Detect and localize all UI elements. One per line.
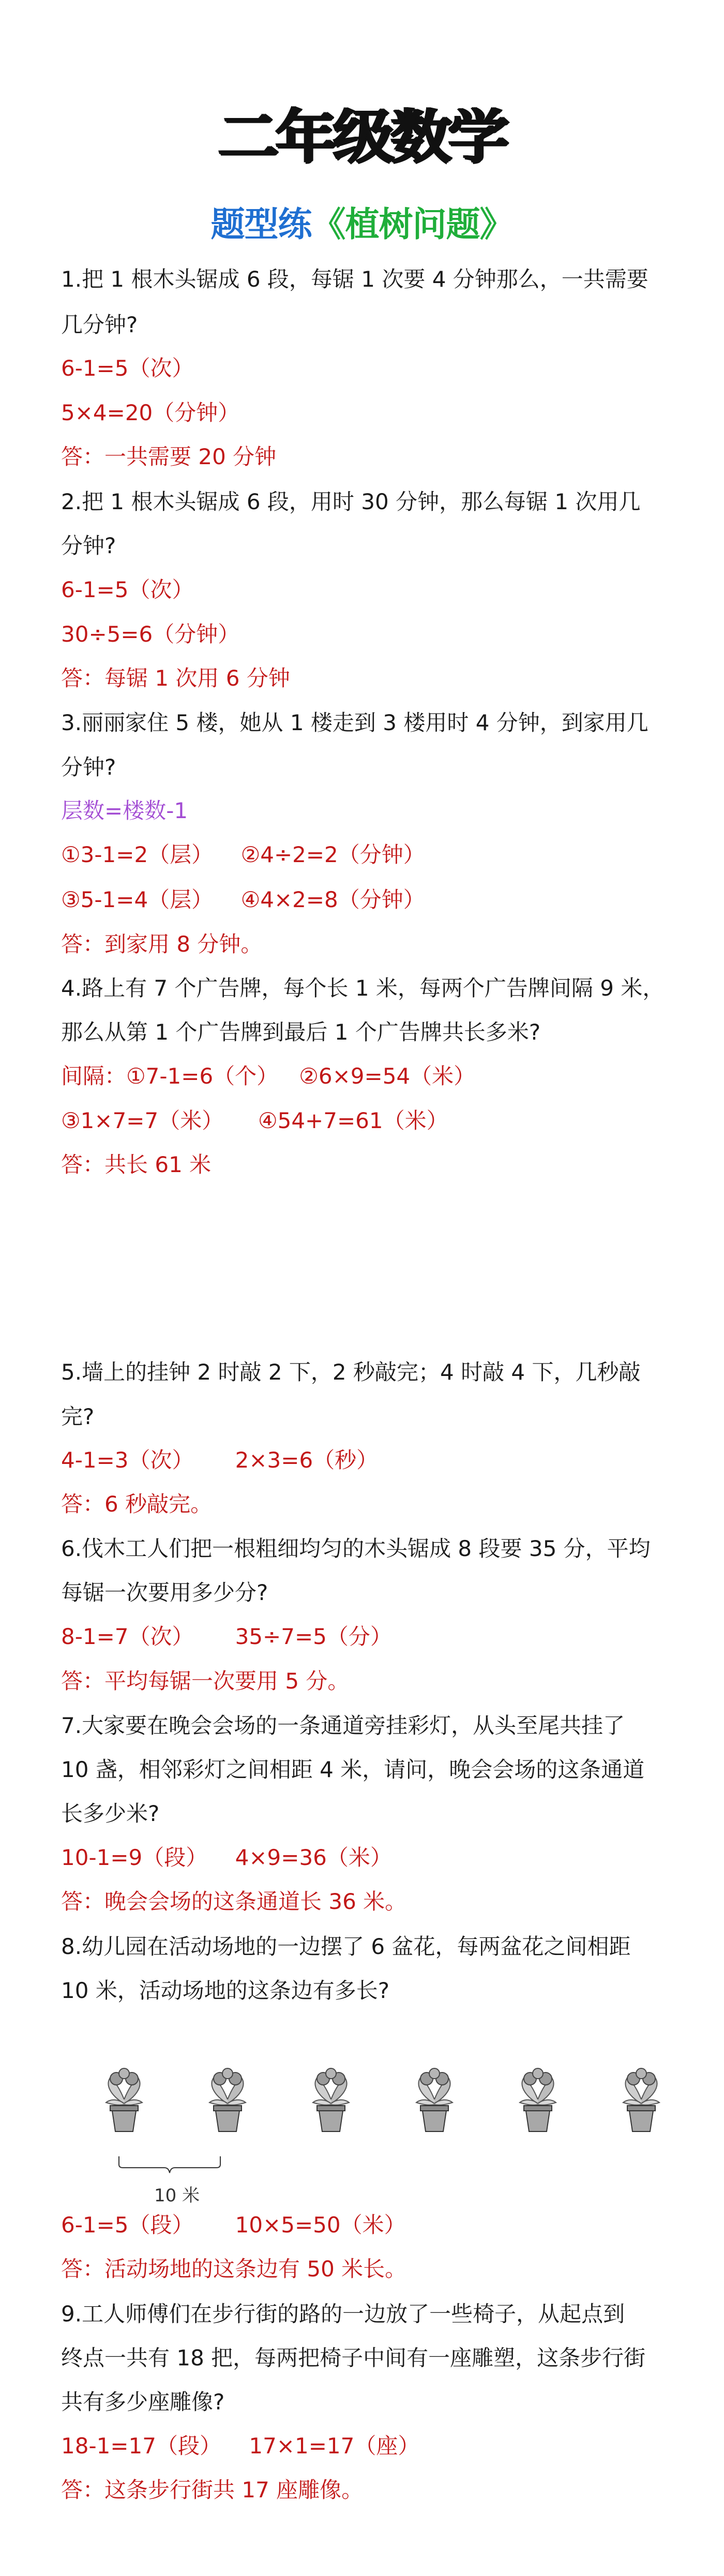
flower-pot-icon — [96, 2067, 153, 2135]
q8-line-1: 8.幼儿园在活动场地的一边摆了 6 盆花，每两盆花之间相距 — [61, 1934, 631, 1959]
q9-answer-step: 18-1=17（段） 17×1=17（座） — [61, 2433, 420, 2459]
q8-line-2: 10 米，活动场地的这条边有多长? — [61, 1978, 390, 2003]
q2-answer-step-2: 30÷5=6（分钟） — [61, 621, 240, 647]
q4-line-1: 4.路上有 7 个广告牌，每个长 1 米，每两个广告牌间隔 9 米， — [61, 975, 665, 1001]
q8-answer: 答：活动场地的这条边有 50 米长。 — [61, 2256, 407, 2282]
q3-line-1: 3.丽丽家住 5 楼，她从 1 楼走到 3 楼用时 4 分钟，到家用几 — [61, 710, 648, 735]
q6-line-2: 每锯一次要用多少分? — [61, 1580, 268, 1605]
flower-pot-icon — [406, 2067, 463, 2135]
q4-answer-step-1: 间隔：①7-1=6（个） ②6×9=54（米） — [61, 1063, 476, 1089]
distance-label: 10 米 — [154, 2185, 200, 2206]
q5-answer: 答：6 秒敲完。 — [61, 1491, 213, 1517]
distance-brace — [118, 2155, 221, 2176]
q5-answer-step: 4-1=3（次） 2×3=6（秒） — [61, 1447, 379, 1473]
q9-line-2: 终点一共有 18 把，每两把椅子中间有一座雕塑，这条步行街 — [61, 2345, 646, 2371]
q7-line-2: 10 盏，相邻彩灯之间相距 4 米，请问，晚会会场的这条通道 — [61, 1757, 645, 1782]
q8-answer-step: 6-1=5（段） 10×5=50（米） — [61, 2212, 406, 2238]
q3-answer-step-1: ①3-1=2（层） ②4÷2=2（分钟） — [61, 842, 425, 867]
q4-answer-step-2: ③1×7=7（米） ④54+7=61（米） — [61, 1108, 448, 1133]
flower-pot-icon — [199, 2067, 256, 2135]
q3-answer: 答：到家用 8 分钟。 — [61, 931, 263, 957]
q3-formula: 层数=楼数-1 — [61, 798, 188, 823]
q2-line-1: 2.把 1 根木头锯成 6 段，用时 30 分钟，那么每锯 1 次用几 — [61, 489, 641, 514]
q1-answer-step-2: 5×4=20（分钟） — [61, 400, 240, 425]
subtitle-prefix: 题型练 — [210, 204, 312, 244]
flower-pot-icon — [303, 2067, 359, 2135]
q4-line-2: 那么从第 1 个广告牌到最后 1 个广告牌共长多米? — [61, 1019, 541, 1045]
q6-line-1: 6.伐木工人们把一根粗细均匀的木头锯成 8 段要 35 分，平均 — [61, 1536, 651, 1561]
q1-answer-step-1: 6-1=5（次） — [61, 356, 194, 381]
q2-line-2: 分钟? — [61, 533, 116, 558]
q1-line-2: 几分钟? — [61, 312, 138, 337]
q7-line-1: 7.大家要在晚会会场的一条通道旁挂彩灯，从头至尾共挂了 — [61, 1713, 625, 1738]
q2-answer-step-1: 6-1=5（次） — [61, 577, 194, 602]
q1-line-1: 1.把 1 根木头锯成 6 段，每锯 1 次要 4 分钟那么，一共需要 — [61, 267, 648, 292]
q7-answer-step: 10-1=9（段） 4×9=36（米） — [61, 1845, 392, 1870]
q5-line-1: 5.墙上的挂钟 2 时敲 2 下，2 秒敲完；4 时敲 4 下，几秒敲 — [61, 1359, 641, 1385]
q7-answer: 答：晚会会场的这条通道长 36 米。 — [61, 1889, 407, 1914]
q9-line-1: 9.工人师傅们在步行街的路的一边放了一些椅子，从起点到 — [61, 2301, 625, 2327]
q9-line-3: 共有多少座雕像? — [61, 2389, 225, 2415]
q6-answer: 答：平均每锯一次要用 5 分。 — [61, 1668, 350, 1694]
q3-line-2: 分钟? — [61, 754, 116, 780]
page-title: 二年级数学 — [218, 103, 506, 171]
q9-answer: 答：这条步行街共 17 座雕像。 — [61, 2477, 364, 2503]
q5-line-2: 完? — [61, 1404, 95, 1429]
q3-answer-step-2: ③5-1=4（层） ④4×2=8（分钟） — [61, 887, 425, 912]
q6-answer-step: 8-1=7（次） 35÷7=5（分） — [61, 1624, 392, 1649]
flower-pot-icon — [613, 2067, 670, 2135]
flower-pot-icon — [509, 2067, 566, 2135]
flower-pot-figure — [0, 2067, 724, 2145]
q4-answer: 答：共长 61 米 — [61, 1152, 212, 1177]
subtitle-topic: 《植树问题》 — [311, 204, 514, 244]
q2-answer: 答：每锯 1 次用 6 分钟 — [61, 665, 290, 691]
page-subtitle — [0, 197, 724, 246]
q7-line-3: 长多少米? — [61, 1801, 160, 1826]
q1-answer: 答：一共需要 20 分钟 — [61, 444, 277, 469]
